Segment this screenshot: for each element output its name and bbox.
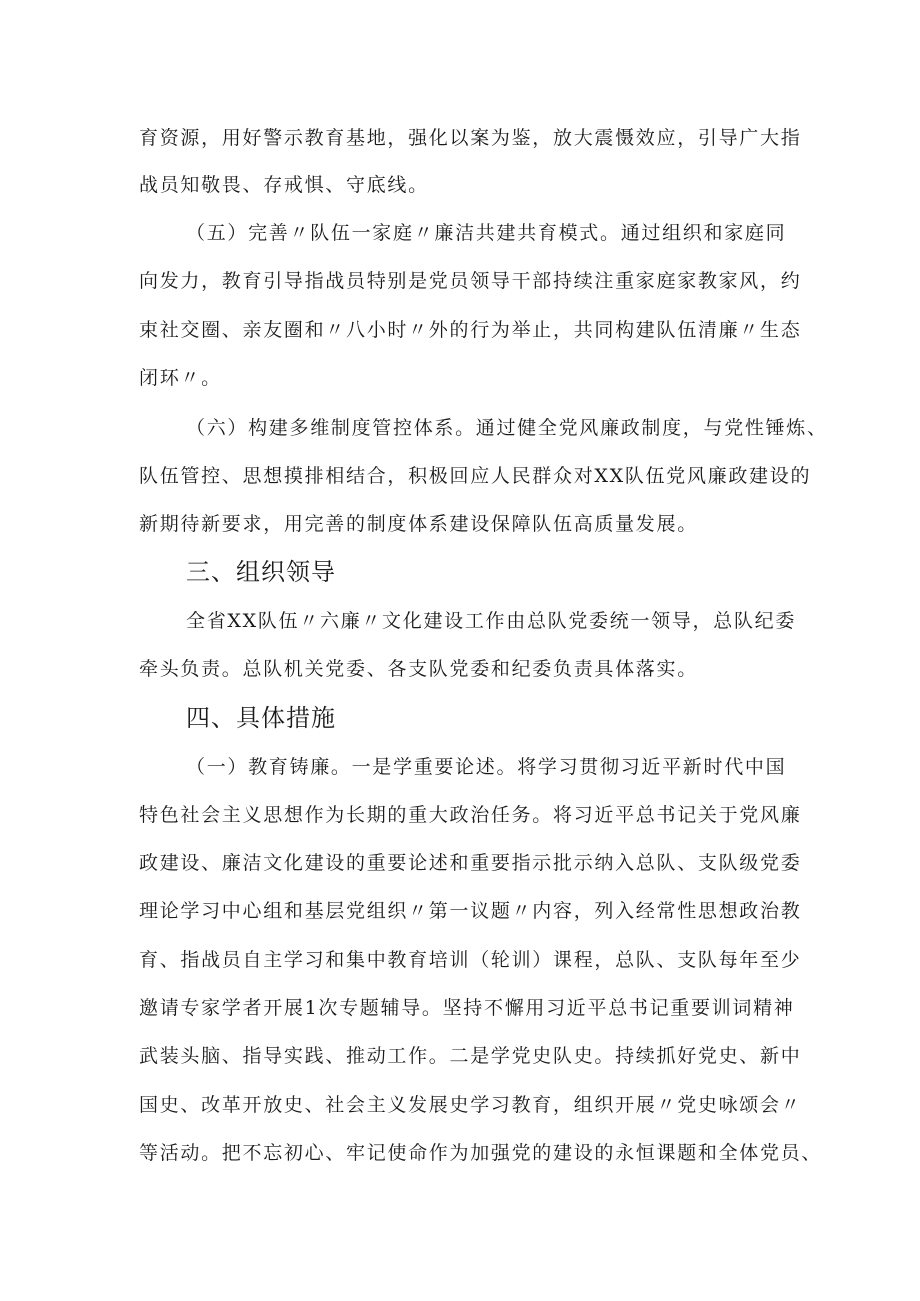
paragraph-line: 育、指战员自主学习和集中教育培训（轮训）课程，总队、支队每年至少 [139, 949, 802, 971]
paragraph-line: 理论学习中心组和基层党组织〃第一议题〃内容，列入经常性思想政治教 [139, 900, 802, 922]
section-heading: 三、组织领导 [186, 558, 336, 586]
paragraph-line: （六）构建多维制度管控体系。通过健全党风廉政制度，与党性锤炼、 [186, 417, 828, 439]
paragraph-line: 武装头脑、指导实践、推动工作。二是学党史队史。持续抓好党史、新中 [139, 1045, 802, 1067]
paragraph-line: （五）完善〃队伍一家庭〃廉洁共建共育模式。通过组织和家庭同 [186, 222, 787, 244]
paragraph-line: 牵头负责。总队机关党委、各支队党委和纪委负责具体落实。 [139, 658, 698, 680]
paragraph-line: 队伍管控、思想摸排相结合，积极回应人民群众对XX队伍党风廉政建设的 [139, 465, 812, 487]
paragraph-line: 战员知敬畏、存戒惧、守底线。 [139, 174, 429, 196]
paragraph-line: （一）教育铸廉。一是学重要论述。将学习贯彻习近平新时代中国 [186, 756, 787, 778]
paragraph-line: 向发力，教育引导指战员特别是党员领导干部持续注重家庭家教家风，约 [139, 270, 802, 292]
paragraph-line: 育资源，用好警示教育基地，强化以案为鉴，放大震慑效应，引导广大指 [139, 127, 802, 149]
paragraph-line: 国史、改革开放史、社会主义发展史学习教育，组织开展〃党史咏颂会〃 [139, 1094, 802, 1116]
paragraph-line: 特色社会主义思想作为长期的重大政治任务。将习近平总书记关于党风廉 [139, 804, 802, 826]
paragraph-line: 闭环〃。 [139, 367, 222, 389]
paragraph-line: 邀请专家学者开展1次专题辅导。坚持不懈用习近平总书记重要训词精神 [139, 997, 795, 1019]
paragraph-line: 束社交圈、亲友圈和〃八小时〃外的行为举止，共同构建队伍清廉〃生态 [139, 319, 802, 341]
section-heading: 四、具体措施 [186, 704, 336, 732]
paragraph-line: 新期待新要求，用完善的制度体系建设保障队伍高质量发展。 [139, 513, 698, 535]
paragraph-line: 全省XX队伍〃六廉〃文化建设工作由总队党委统一领导，总队纪委 [186, 610, 797, 632]
paragraph-line: 等活动。把不忘初心、牢记使命作为加强党的建设的永恒课题和全体党员、 [139, 1142, 823, 1164]
paragraph-line: 政建设、廉洁文化建设的重要论述和重要指示批示纳入总队、支队级党委 [139, 852, 802, 874]
